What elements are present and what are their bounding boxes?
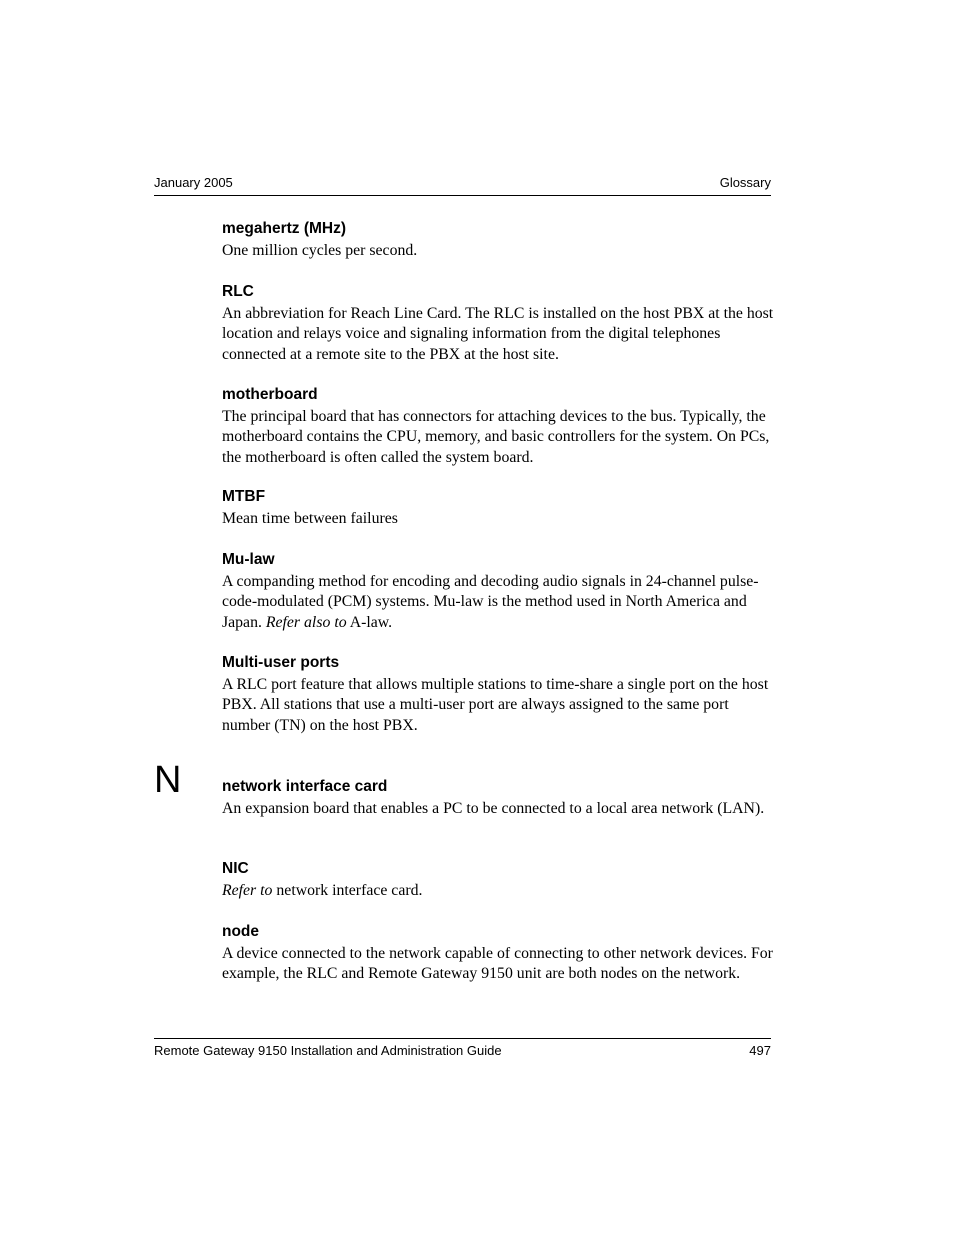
glossary-definition: A RLC port feature that allows multiple stations to time-share a single port on the host PBX. All stations that use a multi-user port are always assigned to the same port number (TN) on the host PBX. (222, 676, 769, 734)
running-header (154, 175, 771, 196)
glossary-term: Mu-law (222, 551, 275, 568)
glossary-entry-mtbf (222, 487, 774, 529)
header-section: Glossary (719, 175, 771, 190)
glossary-definition: A device connected to the network capable of connecting to other network devices. For example, the RLC and Remote Gateway 9150 unit are both nodes on the network. (222, 945, 773, 983)
definition-text: A companding method for encoding and decoding audio signals in 24-channel pulse-code-modulated (PCM) systems. Mu-law is the method used in North America and Japan. (222, 573, 759, 631)
section-letter: N (154, 759, 182, 801)
glossary-entry-network-interface-card (222, 777, 774, 819)
glossary-entry-node (222, 922, 774, 985)
glossary-definition: One million cycles per second. (222, 242, 418, 259)
cross-reference-prefix: Refer also to (265, 613, 347, 631)
glossary-entry-megahertz (222, 219, 774, 261)
glossary-definition: The principal board that has connectors for attaching devices to the bus. Typically, the motherboard contains the CPU, memory, and basic controllers for the system. On PCs, the motherboard is often called the system board. (222, 408, 770, 466)
glossary-term: megahertz (MHz) (222, 220, 347, 237)
glossary-term: network interface card (222, 778, 388, 795)
glossary-entry-nic (222, 859, 774, 901)
glossary-entry-mu-law (222, 550, 774, 633)
cross-reference-prefix: Refer to (222, 882, 273, 899)
glossary-term: Multi-user ports (222, 654, 340, 671)
glossary-definition: An abbreviation for Reach Line Card. The RLC is installed on the host PBX at the host location and relays voice and signaling information from the digital telephones connected at a remote site to the PBX at the host site. (222, 305, 774, 363)
glossary-entry-rlc (222, 282, 774, 365)
glossary-definition: Mean time between failures (222, 510, 398, 527)
glossary-term: node (222, 923, 260, 940)
footer-title: Remote Gateway 9150 Installation and Administration Guide (154, 1043, 502, 1058)
cross-reference-target: A-law. (349, 613, 393, 631)
cross-reference-target: network interface card. (276, 882, 423, 899)
glossary-definition (222, 881, 774, 901)
glossary-term: NIC (222, 860, 249, 877)
page-number: 497 (749, 1043, 771, 1058)
running-footer (154, 1038, 771, 1058)
glossary-entry-multi-user-ports (222, 653, 774, 736)
glossary-entry-motherboard (222, 385, 774, 468)
glossary-term: MTBF (222, 488, 266, 505)
glossary-term: RLC (222, 283, 254, 300)
header-date: January 2005 (154, 175, 233, 190)
glossary-definition: An expansion board that enables a PC to be connected to a local area network (LAN). (222, 800, 765, 817)
glossary-term: motherboard (222, 386, 318, 403)
glossary-definition (222, 572, 774, 633)
